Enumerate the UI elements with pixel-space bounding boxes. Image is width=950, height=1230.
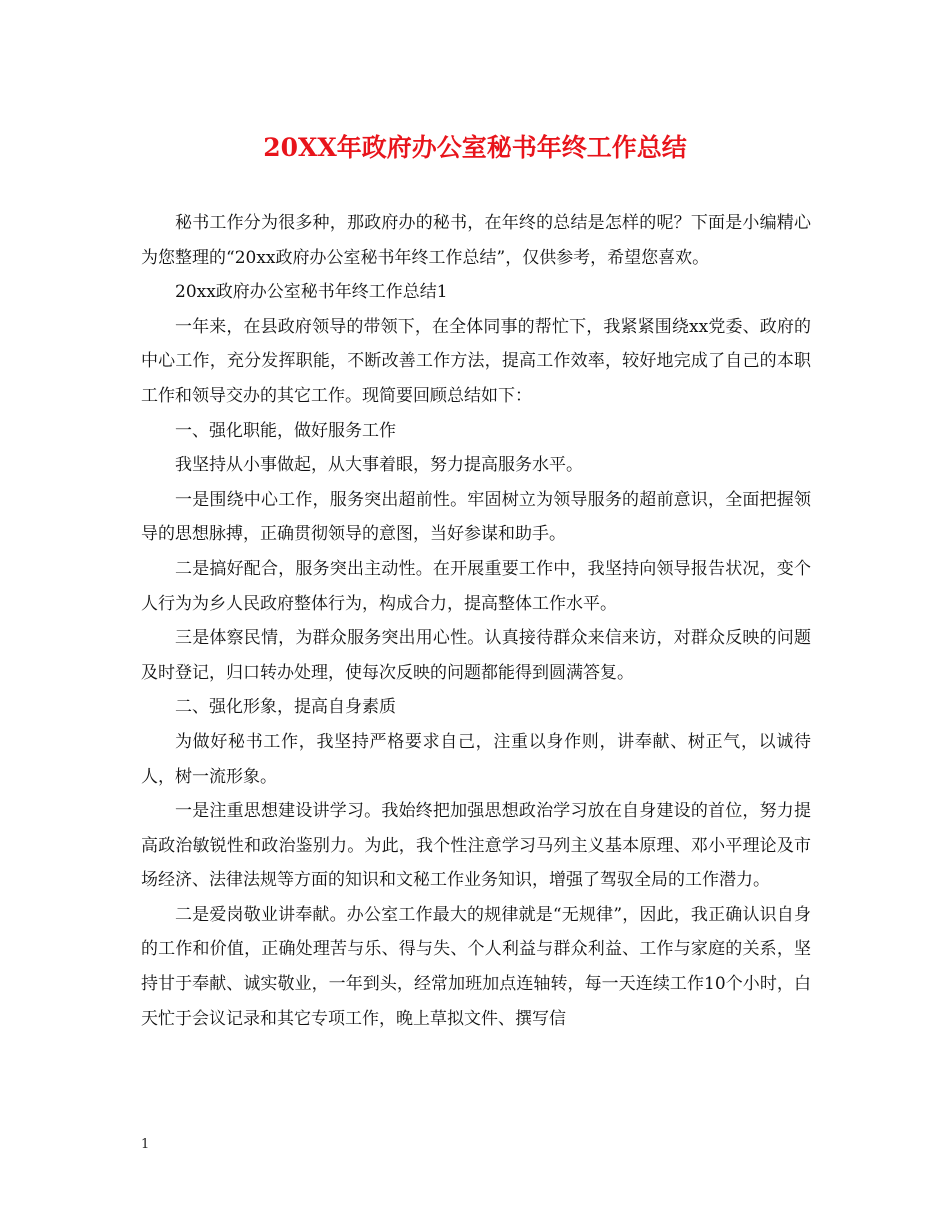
paragraph-overview: 一年来，在县政府领导的带领下，在全体同事的帮忙下，我紧紧围绕xx党委、政府的中心工作，充分发挥职能，不断改善工作方法，提高工作效率，较好地完成了自己的本职工作和领导交办的其它工作。现简要回顾总结如下： [141,316,811,406]
paragraph-heading-2: 二、强化形象，提高自身素质 [175,697,396,718]
paragraph: 为做好秘书工作，我坚持严格要求自己，注重以身作则，讲奉献、树正气，以诚待人，树一流形象。 [141,731,811,787]
paragraph-section-title: 20xx政府办公室秘书年终工作总结1 [175,282,448,303]
paragraph: 一是注重思想建设讲学习。我始终把加强思想政治学习放在自身建设的首位，努力提高政治敏锐性和政治鉴别力。为此，我个性注意学习马列主义基本原理、邓小平理论及市场经济、法律法规等方面的知识和文秘工作业务知识，增强了驾驭全局的工作潜力。 [141,801,811,891]
paragraph-intro: 秘书工作分为很多种，那政府办的秘书，在年终的总结是怎样的呢？下面是小编精心为您整理的“20xx政府办公室秘书年终工作总结”，仅供参考，希望您喜欢。 [141,213,811,268]
paragraph: 一是围绕中心工作，服务突出超前性。牢固树立为领导服务的超前意识，全面把握领导的思想脉搏，正确贯彻领导的意图，当好参谋和助手。 [141,489,811,545]
paragraph: 二是爱岗敬业讲奉献。办公室工作最大的规律就是“无规律”，因此，我正确认识自身的工作和价值，正确处理苦与乐、得与失、个人利益与群众利益、工作与家庭的关系，坚持甘于奉献、诚实敬业，一年到头，经常加班加点连轴转，每一天连续工作10个小时，白天忙于会议记录和其它专项工作，晚上草拟文件、撰写信 [141,904,811,1029]
page-number: 1 [141,1137,150,1152]
paragraph: 三是体察民情，为群众服务突出用心性。认真接待群众来信来访，对群众反映的问题及时登记，归口转办处理，使每次反映的问题都能得到圆满答复。 [141,628,811,683]
document-body [141,206,811,1036]
paragraph-heading-1: 一、强化职能，做好服务工作 [175,420,396,441]
document-title: 20XX年政府办公室秘书年终工作总结 [263,133,687,162]
paragraph: 二是搞好配合，服务突出主动性。在开展重要工作中，我坚持向领导报告状况，变个人行为为乡人民政府整体行为，构成合力，提高整体工作水平。 [141,558,811,614]
paragraph: 我坚持从小事做起，从大事着眼，努力提高服务水平。 [175,455,583,476]
